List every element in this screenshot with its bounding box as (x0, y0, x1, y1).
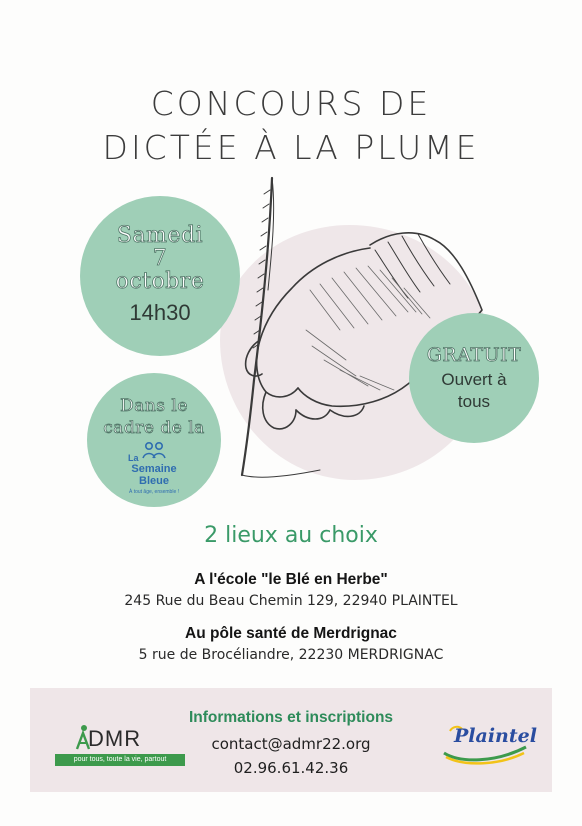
free-badge (409, 313, 539, 443)
info-title: Informations et inscriptions (188, 709, 394, 726)
semaine-bleue-bleue: Bleue (139, 475, 169, 487)
poster-title-line-1: CONCOURS DE (150, 84, 432, 123)
semaine-bleue-tagline: À tout âge, ensemble ! (128, 489, 180, 495)
plaintel-wordmark: Plaintel (454, 725, 537, 747)
people-icon (140, 441, 168, 459)
contact-email[interactable]: contact@admr22.org (211, 735, 371, 753)
venue-2-address: 5 rue de Brocéliandre, 22230 MERDRIGNAC (138, 647, 444, 663)
frame-line-1: Dans le (120, 396, 188, 416)
locations-heading: 2 lieux au choix (204, 523, 378, 548)
semaine-bleue-la: La (128, 453, 139, 463)
date-time: 14h30 (129, 300, 191, 325)
date-day: Samedi (116, 223, 204, 248)
admr-tagline: pour tous, toute la vie, partout (55, 754, 185, 766)
semaine-bleue-logo (114, 441, 194, 497)
frame-line-2: cadre de la (103, 418, 205, 438)
open-to-all-line-1: Ouvert à (441, 370, 507, 389)
date-month: octobre (115, 269, 205, 294)
admr-wordmark: DMR (88, 726, 142, 751)
frame-badge (87, 373, 221, 507)
free-label: GRATUIT (426, 344, 522, 366)
plaintel-logo (440, 723, 537, 765)
venue-1-name: A l'école "le Blé en Herbe" (194, 571, 388, 588)
date-badge (80, 196, 240, 356)
contact-phone[interactable]: 02.96.61.42.36 (233, 759, 349, 777)
semaine-bleue-semaine: Semaine (131, 463, 177, 475)
admr-logo (55, 722, 185, 772)
venue-2-name: Au pôle santé de Merdrignac (185, 625, 397, 642)
poster-title-line-2: DICTÉE À LA PLUME (102, 128, 480, 167)
date-number: 7 (152, 246, 168, 271)
open-to-all-line-2: tous (457, 392, 491, 411)
venue-1-address: 245 Rue du Beau Chemin 129, 22940 PLAINTEL (124, 593, 458, 609)
